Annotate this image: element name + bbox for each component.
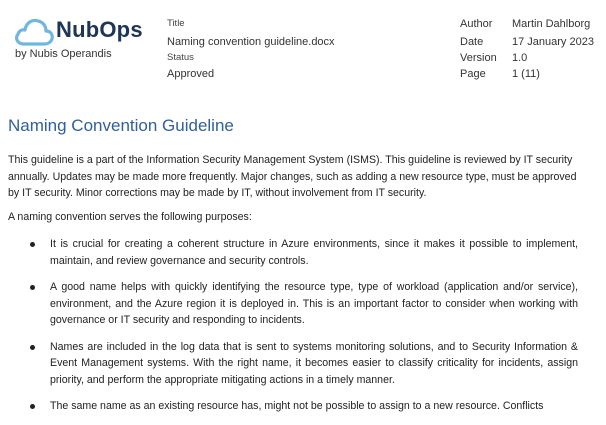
author-value: Martin Dahlborg: [512, 18, 591, 30]
purposes-intro: A naming convention serves the following purposes:: [8, 211, 252, 223]
purposes-list: [30, 236, 578, 425]
logo-tagline: by Nubis Operandis: [15, 48, 112, 60]
company-logo: [14, 14, 154, 62]
bullet-icon: [30, 345, 35, 350]
version-value: 1.0: [512, 52, 528, 64]
list-item: [30, 279, 578, 329]
list-item: [30, 398, 578, 415]
title-value: Naming convention guideline.docx: [167, 36, 335, 48]
list-item: [30, 339, 578, 389]
title-label: Title: [167, 18, 185, 29]
bullet-text: A good name helps with quickly identifying the resource type, type of workload (application and/or service), environment, and the Azure region it is deployed in. This is an important factor to consider when working with governance or IT security and responding to incidents.: [50, 281, 578, 326]
page-label: Page: [460, 68, 486, 80]
list-item: [30, 236, 578, 269]
intro-paragraph: This guideline is a part of the Information Security Management System (ISMS). This guideline is reviewed by IT security annually. Updates may be made more frequently. Major changes, such as adding a new resource type, must be approved by IT security. Minor corrections may be made by IT, without involvement from IT security.: [8, 154, 577, 199]
bullet-text: Names are included in the log data that is sent to systems monitoring solutions, and to Security Information & Event Management systems. With the right name, it becomes easier to classify criticality for incidents, assign priority, and perform the appropriate mitigating actions in a timely manner.: [50, 340, 578, 386]
version-label: Version: [460, 52, 497, 64]
document-heading: Naming Convention Guideline: [8, 116, 234, 135]
bullet-icon: [30, 242, 35, 247]
status-value: Approved: [167, 68, 215, 80]
date-label: Date: [460, 36, 484, 48]
logo-name: NubOps: [56, 17, 143, 42]
bullet-text: The same name as an existing resource has, might not be possible to assign to a new resource. Conflicts: [50, 400, 544, 412]
cloud-logo-icon: [14, 14, 54, 48]
date-value: 17 January 2023: [512, 36, 594, 48]
status-label: Status: [167, 52, 194, 63]
author-label: Author: [460, 18, 493, 30]
bullet-icon: [30, 285, 35, 290]
bullet-text: It is crucial for creating a coherent structure in Azure environments, since it makes it possible to implement, maintain, and review governance and security controls.: [50, 238, 578, 267]
bullet-icon: [30, 404, 35, 409]
page-value: 1 (11): [512, 68, 540, 80]
